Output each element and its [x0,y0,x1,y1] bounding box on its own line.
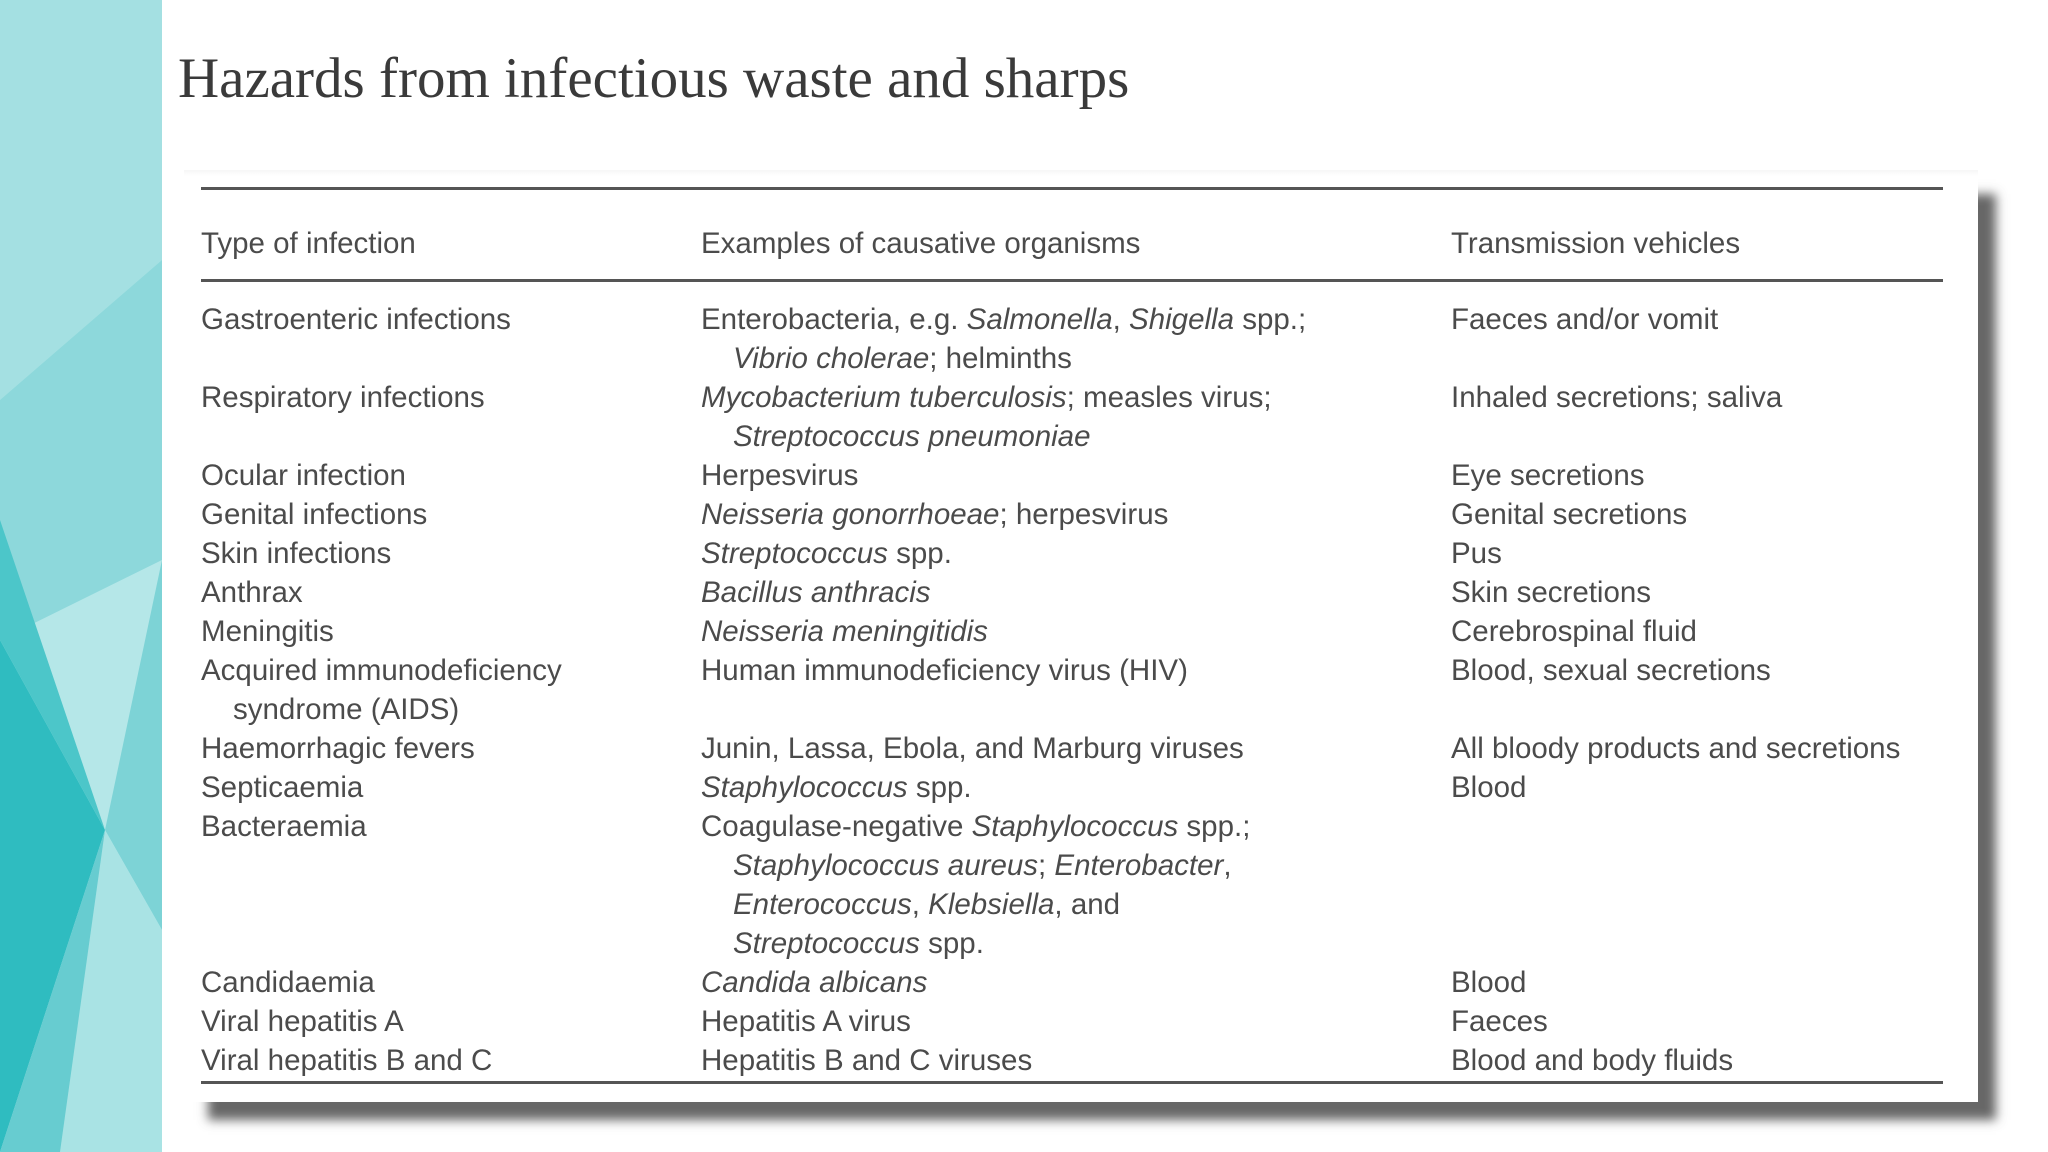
cell-causative-organisms [701,573,931,612]
cell-type-of-infection [201,729,475,768]
organism-name-italic: Candida albicans [701,966,928,999]
cell-transmission-vehicle: Blood, sexual secretions [1451,654,1771,687]
organism-name-italic: Neisseria meningitidis [701,615,988,648]
text-segment: Herpesvirus [701,459,859,492]
cell-text-line: Candidaemia [201,966,375,999]
table-header-rule [201,279,1943,282]
decorative-side-band [0,0,162,1152]
cell-text-line: Anthrax [201,576,303,609]
cell-transmission-vehicle: All bloody products and secretions [1451,732,1901,765]
cell-text-line [701,768,972,807]
text-segment: , and [1054,888,1121,921]
geometric-pattern-graphic [0,0,162,1152]
cell-text-line [701,729,1244,768]
text-segment: spp.; [1234,303,1307,336]
organism-name-italic: Staphylococcus [971,810,1179,843]
cell-text-line: Haemorrhagic fevers [201,732,475,765]
cell-type-of-infection [201,300,511,339]
cell-causative-organisms [701,807,1250,963]
cell-type-of-infection [201,768,363,807]
organism-name-italic: Klebsiella [928,888,1055,921]
text-segment: Junin, Lassa, Ebola, and Marburg viruses [701,732,1244,765]
cell-type-of-infection [201,1002,404,1041]
cell-text-line: syndrome (AIDS) [233,693,460,726]
cell-text-line [701,651,1188,690]
text-segment: Enterobacteria, e.g. [701,303,967,336]
text-segment: ; helminths [929,342,1072,375]
cell-causative-organisms [701,495,1168,534]
cell-text-line: Septicaemia [201,771,364,804]
infection-hazards-table [190,176,1978,1102]
organism-name-italic: Streptococcus pneumoniae [733,420,1091,453]
cell-transmission-vehicle: Pus [1451,537,1502,570]
header-transmission-vehicles: Transmission vehicles [1451,227,1741,260]
cell-transmission-vehicle: Blood and body fluids [1451,1044,1734,1077]
header-type-of-infection: Type of infection [201,227,416,260]
cell-transmission-vehicle: Blood [1451,771,1527,804]
cell-type-of-infection [201,573,303,612]
text-segment: ; herpesvirus [999,498,1169,531]
cell-text-line [701,378,1272,417]
organism-name-italic: Streptococcus [701,537,888,570]
text-segment: ; [1038,849,1055,882]
cell-type-of-infection [201,807,367,846]
slide-title: Hazards from infectious waste and sharps [178,47,1130,110]
organism-name-italic: Enterococcus [733,888,912,921]
cell-text-line [701,339,1306,378]
cell-text-line [701,807,1250,846]
cell-causative-organisms [701,1002,911,1041]
text-segment: spp.; [1178,810,1251,843]
cell-transmission-vehicle: Cerebrospinal fluid [1451,615,1697,648]
cell-type-of-infection [201,651,562,729]
cell-text-line [701,534,952,573]
cell-transmission-vehicle: Inhaled secretions; saliva [1451,381,1783,414]
cell-causative-organisms [701,456,858,495]
cell-text-line [701,300,1306,339]
cell-type-of-infection [201,495,427,534]
cell-causative-organisms [701,651,1188,690]
organism-name-italic: Mycobacterium tuberculosis [701,381,1067,414]
cell-text-line [701,885,1250,924]
cell-text-line [701,846,1250,885]
cell-causative-organisms [701,300,1306,378]
cell-text-line [701,1002,911,1041]
cell-causative-organisms [701,729,1244,768]
cell-text-line: Viral hepatitis B and C [201,1044,493,1077]
cell-causative-organisms [701,534,952,573]
cell-text-line [701,417,1272,456]
organism-name-italic: Bacillus anthracis [701,576,931,609]
cell-text-line: Respiratory infections [201,381,485,414]
cell-text-line: Skin infections [201,537,392,570]
cell-text-line [701,963,927,1002]
organism-name-italic: Staphylococcus aureus [733,849,1039,882]
cell-causative-organisms [701,378,1272,456]
text-segment: Hepatitis A virus [701,1005,911,1038]
cell-transmission-vehicle: Faeces and/or vomit [1451,303,1719,336]
cell-text-line [701,1041,1032,1080]
cell-transmission-vehicle: Skin secretions [1451,576,1652,609]
cell-type-of-infection [201,378,485,417]
organism-name-italic: Vibrio cholerae [733,342,930,375]
cell-text-line [701,924,1250,963]
cell-text-line: Genital infections [201,498,428,531]
cell-type-of-infection [201,612,334,651]
cell-causative-organisms [701,612,988,651]
text-segment: ; measles virus; [1066,381,1272,414]
text-segment: , [1223,849,1232,882]
cell-text-line: Viral hepatitis A [201,1005,404,1038]
cell-text-line [701,456,858,495]
text-segment: , [1112,303,1130,336]
cell-transmission-vehicle: Faeces [1451,1005,1548,1038]
cell-text-line: Meningitis [201,615,334,648]
cell-type-of-infection [201,1041,492,1080]
text-segment: , [911,888,929,921]
cell-text-line: Acquired immunodeficiency [201,654,562,687]
text-segment: spp. [919,927,984,960]
cell-text-line [701,573,931,612]
table-top-rule [201,187,1943,190]
header-causative-organisms: Examples of causative organisms [701,227,1141,260]
cell-text-line [701,495,1168,534]
cell-text-line [701,612,988,651]
text-segment: spp. [887,537,952,570]
cell-causative-organisms [701,1041,1032,1080]
cell-transmission-vehicle: Blood [1451,966,1527,999]
cell-type-of-infection [201,963,375,1002]
organism-name-italic: Salmonella [966,303,1113,336]
cell-text-line: Gastroenteric infections [201,303,511,336]
organism-name-italic: Enterobacter [1054,849,1224,882]
cell-type-of-infection [201,534,391,573]
cell-type-of-infection [201,456,406,495]
text-segment: Human immunodeficiency virus (HIV) [701,654,1188,687]
text-segment: spp. [907,771,972,804]
organism-name-italic: Neisseria gonorrhoeae [701,498,1000,531]
organism-name-italic: Shigella [1129,303,1234,336]
cell-causative-organisms [701,768,972,807]
cell-transmission-vehicle: Genital secretions [1451,498,1688,531]
cell-text-line: Bacteraemia [201,810,367,843]
organism-name-italic: Staphylococcus [701,771,908,804]
cell-transmission-vehicle: Eye secretions [1451,459,1645,492]
text-segment: Coagulase-negative [701,810,972,843]
table-bottom-rule [201,1081,1943,1084]
cell-text-line: Ocular infection [201,459,406,492]
organism-name-italic: Streptococcus [733,927,920,960]
text-segment: Hepatitis B and C viruses [701,1044,1033,1077]
cell-causative-organisms [701,963,927,1002]
